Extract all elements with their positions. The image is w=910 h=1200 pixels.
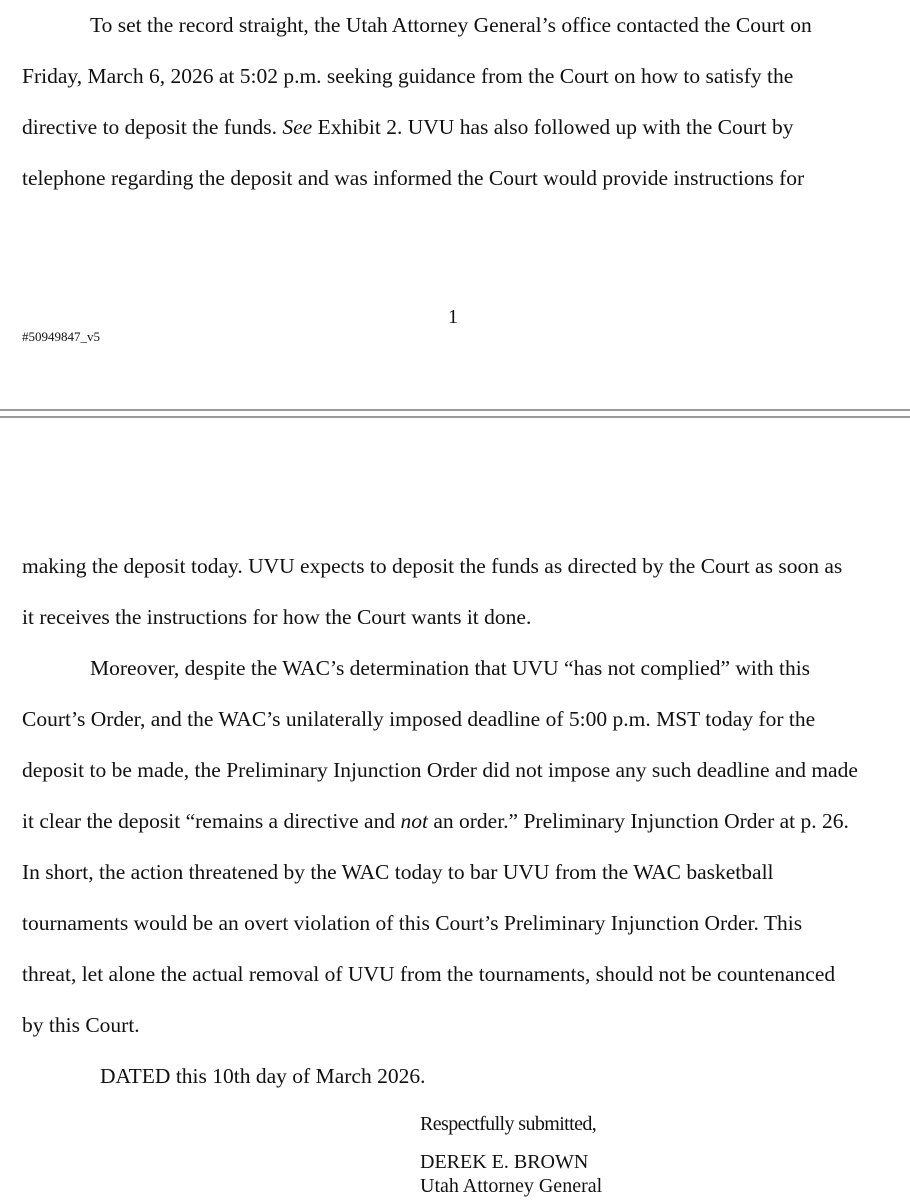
- paragraph-line: Moreover, despite the WAC’s determination that UVU “has not complied” with this: [90, 656, 811, 680]
- paragraph-line: it receives the instructions for how the Court wants it done.: [22, 605, 532, 629]
- text-run: it clear the deposit “remains a directive and: [22, 809, 401, 833]
- italic-emphasis: not: [400, 809, 428, 833]
- text-run: an order.” Preliminary Injunction Order at p. 26.: [427, 809, 849, 833]
- paragraph-line: Court’s Order, and the WAC’s unilaterally imposed deadline of 5:00 p.m. MST today for the: [22, 707, 816, 731]
- paragraph-line: In short, the action threatened by the WAC today to bar UVU from the WAC basketball: [22, 860, 774, 884]
- text-run: Exhibit 2. UVU has also followed up with the Court by: [312, 115, 794, 139]
- italic-citation-signal: See: [282, 115, 313, 139]
- document-page-1: [0, 0, 910, 408]
- signature-closing: Respectfully submitted,: [420, 1113, 597, 1135]
- document-id: #50949847_v5: [22, 329, 100, 344]
- paragraph-line: deposit to be made, the Preliminary Injunction Order did not impose any such deadline and made: [22, 758, 858, 782]
- signature-title: Utah Attorney General: [420, 1175, 603, 1197]
- paragraph-line: [22, 808, 849, 834]
- page-break-rule-bottom: [0, 416, 910, 418]
- paragraph-line: making the deposit today. UVU expects to deposit the funds as directed by the Court as soon as: [22, 554, 843, 578]
- paragraph-line: To set the record straight, the Utah Attorney General’s office contacted the Court on: [90, 13, 812, 37]
- signature-name: DEREK E. BROWN: [420, 1151, 589, 1173]
- page-break-rule-top: [0, 409, 910, 411]
- paragraph-line: by this Court.: [22, 1013, 140, 1037]
- document-page-2: [0, 420, 910, 1200]
- paragraph-line: telephone regarding the deposit and was informed the Court would provide instructions for: [22, 166, 805, 190]
- paragraph-line: threat, let alone the actual removal of UVU from the tournaments, should not be countenanced: [22, 962, 836, 986]
- paragraph-line: Friday, March 6, 2026 at 5:02 p.m. seeking guidance from the Court on how to satisfy the: [22, 64, 794, 88]
- dated-line: DATED this 10th day of March 2026.: [100, 1064, 426, 1088]
- text-run: directive to deposit the funds.: [22, 115, 283, 139]
- page-number: 1: [448, 306, 458, 328]
- paragraph-line: tournaments would be an overt violation of this Court’s Preliminary Injunction Order. This: [22, 911, 803, 935]
- paragraph-line: [22, 114, 794, 140]
- page-break-separator: [0, 408, 910, 420]
